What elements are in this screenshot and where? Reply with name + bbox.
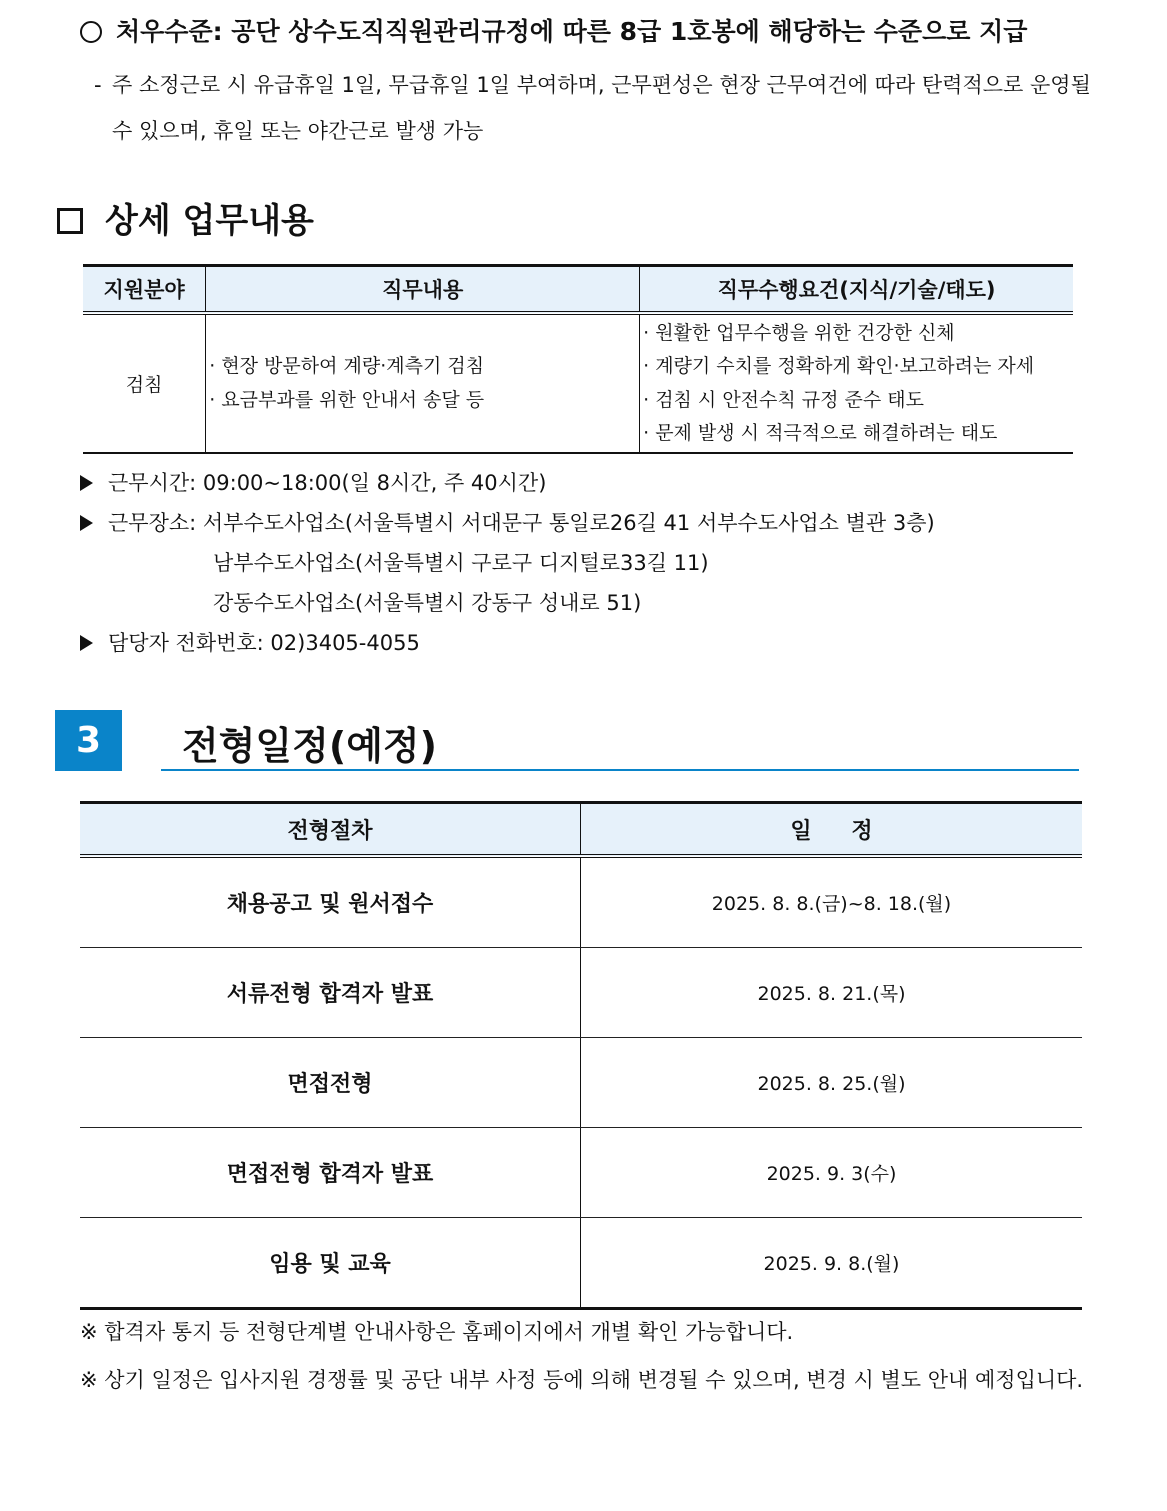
dash-bullet: - (94, 73, 102, 97)
salary-note (94, 62, 1094, 154)
work-location-2: 남부수도사업소(서울특별시 구로구 디지털로33길 11) (213, 551, 709, 575)
section-divider (161, 769, 1079, 771)
schedule-note-2: ※ 상기 일정은 입사지원 경쟁률 및 공단 내부 사정 등에 의해 변경될 수 있으며, 변경 시 별도 안내 예정입니다. (80, 1368, 1084, 1392)
detail-table (83, 264, 1073, 454)
step-cell: 임용 및 교육 (80, 1218, 581, 1309)
list-item: · 현장 방문하여 계량·계측기 검침 (209, 355, 485, 377)
work-hours (80, 467, 546, 497)
work-hours-text: 근무시간: 09:00~18:00(일 8시간, 주 40시간) (108, 471, 547, 495)
circle-bullet-icon (80, 21, 102, 43)
step-cell: 면접전형 합격자 발표 (80, 1128, 581, 1218)
header-date: 일 정 (581, 803, 1083, 857)
detail-heading-text: 상세 업무내용 (105, 201, 314, 241)
date-cell: 2025. 9. 3(수) (581, 1128, 1083, 1218)
table-row (80, 856, 1082, 948)
date-cell: 2025. 8. 8.(금)~8. 18.(월) (581, 856, 1083, 948)
field-cell: 검침 (83, 313, 206, 453)
schedule-table (80, 801, 1082, 1310)
list-item: · 문제 발생 시 적극적으로 해결하려는 태도 (643, 422, 998, 444)
requirements-cell (640, 313, 1073, 453)
salary-line (80, 12, 1027, 48)
date-cell: 2025. 9. 8.(월) (581, 1218, 1083, 1309)
triangle-bullet-icon (80, 475, 93, 491)
section-number: 3 (55, 710, 122, 771)
table-row (83, 313, 1073, 453)
square-bullet-icon (57, 208, 83, 234)
step-cell: 면접전형 (80, 1038, 581, 1128)
table-row (80, 1218, 1082, 1309)
schedule-note-1: ※ 합격자 통지 등 전형단계별 안내사항은 홈페이지에서 개별 확인 가능합니다. (80, 1320, 794, 1344)
table-row (80, 1038, 1082, 1128)
header-field: 지원분야 (83, 266, 206, 314)
table-row (80, 1128, 1082, 1218)
work-location-text: 근무장소: 서부수도사업소(서울특별시 서대문구 통일로26길 41 서부수도사업소 별관 3층) (108, 511, 935, 535)
salary-note-line-1: 주 소정근로 시 유급휴일 1일, 무급휴일 1일 부여하며, 근무편성은 현장 근무여건에 따라 탄력적으로 운영될 (112, 73, 1091, 97)
step-cell: 채용공고 및 원서접수 (80, 856, 581, 948)
step-cell: 서류전형 합격자 발표 (80, 948, 581, 1038)
detail-heading (57, 193, 314, 242)
date-cell: 2025. 8. 25.(월) (581, 1038, 1083, 1128)
date-cell: 2025. 8. 21.(목) (581, 948, 1083, 1038)
contact-phone-text: 담당자 전화번호: 02)3405-4055 (108, 631, 420, 655)
triangle-bullet-icon (80, 515, 93, 531)
section-title: 전형일정(예정) (182, 724, 437, 768)
table-header-row (83, 266, 1073, 314)
header-duties: 직무내용 (206, 266, 640, 314)
duties-cell (206, 313, 640, 453)
work-location (80, 507, 935, 537)
work-location-3: 강동수도사업소(서울특별시 강동구 성내로 51) (213, 591, 642, 615)
salary-text: 처우수준: 공단 상수도직직원관리규정에 따른 8급 1호봉에 해당하는 수준으로 지급 (116, 17, 1028, 46)
contact-phone (80, 627, 420, 657)
table-row (80, 948, 1082, 1038)
header-step: 전형절차 (80, 803, 581, 857)
triangle-bullet-icon (80, 635, 93, 651)
list-item: · 검침 시 안전수칙 규정 준수 태도 (643, 388, 924, 411)
list-item: · 요금부과를 위한 안내서 송달 등 (209, 388, 485, 411)
salary-note-line-2: 수 있으며, 휴일 또는 야간근로 발생 가능 (112, 119, 484, 143)
list-item: · 계량기 수치를 정확하게 확인·보고하려는 자세 (643, 355, 1035, 377)
table-header-row (80, 803, 1082, 857)
list-item: · 원활한 업무수행을 위한 건강한 신체 (643, 321, 955, 344)
header-requirements: 직무수행요건(지식/기술/태도) (640, 266, 1073, 314)
